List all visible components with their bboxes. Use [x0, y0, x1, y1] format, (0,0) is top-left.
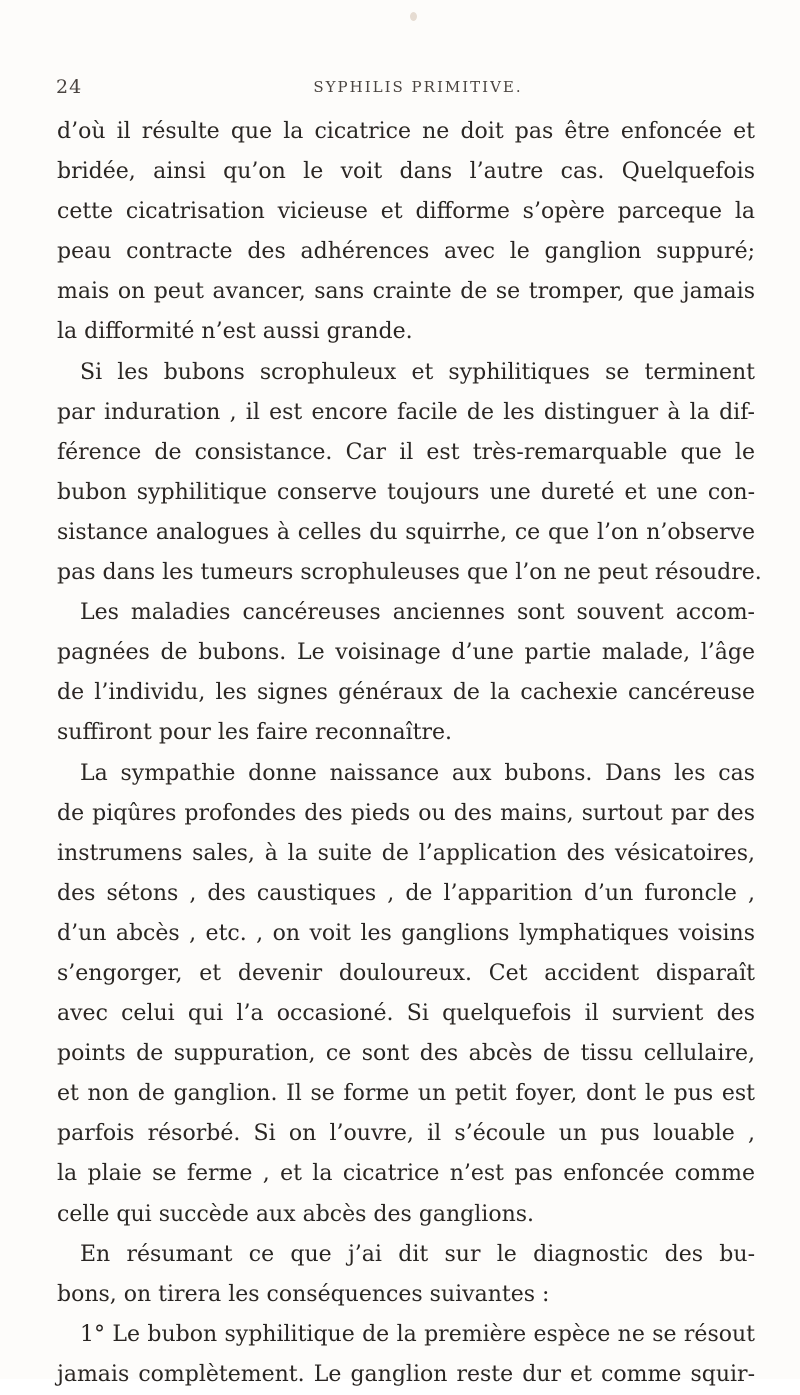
text-line: mais on peut avancer, sans crainte de se tromper, que jamais [57, 279, 755, 305]
text-line: s’engorger, et devenir douloureux. Cet accident disparaît [57, 960, 755, 986]
text-line: bons, on tirera les conséquences suivantes : [57, 1281, 550, 1307]
text-line: points de suppuration, ce sont des abcès de tissu cellulaire, [57, 1041, 755, 1067]
text-line: Les maladies cancéreuses anciennes sont souvent accom- [80, 600, 755, 626]
page-number: 24 [56, 76, 83, 98]
text-line: bubon syphilitique conserve toujours une dureté et une con- [57, 479, 755, 505]
text-line: cette cicatrisation vicieuse et difforme s’opère parceque la [57, 199, 755, 225]
text-line: Si les bubons scrophuleux et syphilitiques se terminent [80, 359, 755, 385]
body-text [57, 112, 762, 1395]
text-line: des sétons , des caustiques , de l’apparition d’un furoncle , [57, 880, 755, 906]
text-line: la plaie se ferme , et la cicatrice n’est pas enfoncée comme [57, 1161, 755, 1187]
paper-stain [410, 12, 417, 21]
text-line: En résumant ce que j’ai dit sur le diagnostic des bu- [80, 1241, 755, 1267]
text-line: par induration , il est encore facile de les distinguer à la dif- [57, 399, 755, 425]
text-line: de piqûres profondes des pieds ou des mains, surtout par des [57, 800, 755, 826]
text-line: peau contracte des adhérences avec le ganglion suppuré; [57, 239, 755, 265]
text-line: férence de consistance. Car il est très-remarquable que le [57, 439, 755, 465]
text-line: pagnées de bubons. Le voisinage d’une partie malade, l’âge [57, 640, 755, 666]
text-line: suffiront pour les faire reconnaître. [57, 720, 453, 746]
running-title: SYPHILIS PRIMITIVE. [313, 78, 523, 96]
text-line: et non de ganglion. Il se forme un petit foyer, dont le pus est [57, 1081, 755, 1107]
text-line: d’un abcès , etc. , on voit les ganglions lymphatiques voisins [57, 920, 755, 946]
text-line: parfois résorbé. Si on l’ouvre, il s’écoule un pus louable , [57, 1121, 755, 1147]
text-line: sistance analogues à celles du squirrhe, ce que l’on n’observe [57, 519, 755, 545]
text-line: la difformité n’est aussi grande. [57, 319, 413, 345]
text-line: pas dans les tumeurs scrophuleuses que l’on ne peut résoudre. [57, 560, 762, 586]
text-line: celle qui succède aux abcès des ganglions. [57, 1201, 535, 1227]
text-line: La sympathie donne naissance aux bubons. Dans les cas [80, 760, 755, 786]
text-line: jamais complètement. Le ganglion reste dur et comme squir- [57, 1361, 755, 1387]
text-line: instrumens sales, à la suite de l’application des vésicatoires, [57, 840, 755, 866]
text-line: 1° Le bubon syphilitique de la première espèce ne se résout [80, 1321, 755, 1347]
page-header [0, 76, 800, 100]
text-line: d’où il résulte que la cicatrice ne doit pas être enfoncée et [57, 119, 755, 144]
text-line: bridée, ainsi qu’on le voit dans l’autre cas. Quelquefois [57, 159, 755, 185]
text-line: de l’individu, les signes généraux de la cachexie cancéreuse [57, 680, 755, 706]
text-line: avec celui qui l’a occasioné. Si quelquefois il survient des [57, 1001, 755, 1027]
